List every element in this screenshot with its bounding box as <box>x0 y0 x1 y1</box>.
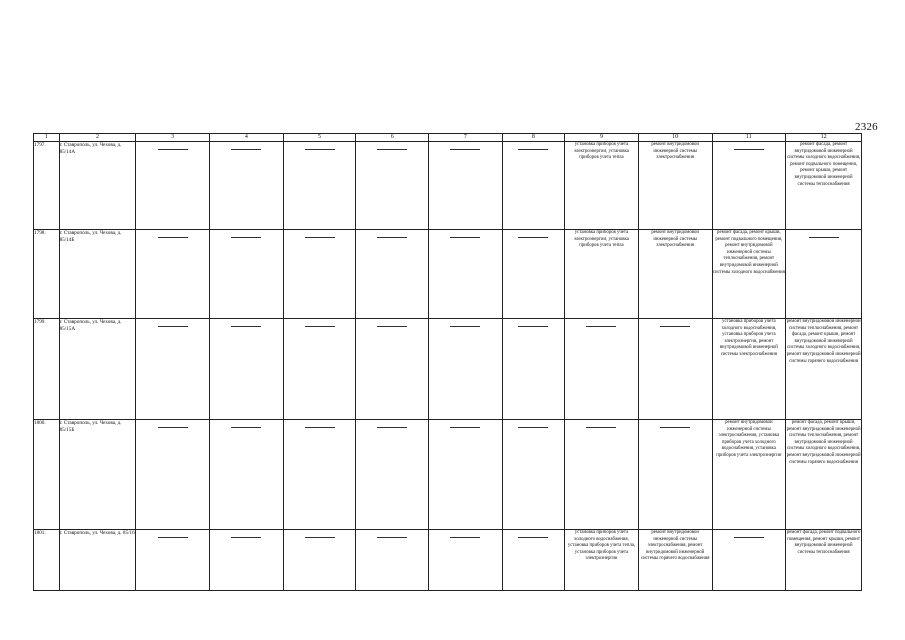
empty-cell <box>638 420 712 530</box>
empty-cell <box>638 319 712 420</box>
table-row <box>34 420 862 530</box>
column-header: 6 <box>356 134 429 142</box>
dash-mark <box>518 537 548 538</box>
dash-mark <box>809 237 839 238</box>
work-cell: ремонт фасада, ремонт внутридомовой инженерной системы холодного водоснабжения, ремонт подвального помещения, ремонт крыши, ремонт внутридомовой инженерной системы теплоснабжения <box>786 142 862 230</box>
empty-cell <box>283 319 356 420</box>
column-header: 3 <box>136 134 210 142</box>
dash-mark <box>734 149 764 150</box>
address-cell: г. Ставрополь, ул. Чехова, д. 85/16 <box>59 530 136 591</box>
dash-mark <box>377 326 407 327</box>
empty-cell <box>356 142 429 230</box>
dash-mark <box>158 427 188 428</box>
dash-mark <box>231 326 261 327</box>
column-header: 11 <box>712 134 786 142</box>
row-number: 1798. <box>34 230 60 319</box>
dash-mark <box>450 326 480 327</box>
empty-cell <box>210 420 284 530</box>
empty-cell <box>136 530 210 591</box>
empty-cell <box>712 530 786 591</box>
empty-cell <box>136 319 210 420</box>
dash-mark <box>158 537 188 538</box>
dash-mark <box>305 326 335 327</box>
work-cell: установка приборов учета электроэнергии, установка приборов учета тепла <box>565 142 639 230</box>
column-number-row <box>34 134 862 142</box>
address-cell: г. Ставрополь, ул. Чехова, д. 85/15А <box>59 319 136 420</box>
column-header: 9 <box>565 134 639 142</box>
column-header: 7 <box>429 134 503 142</box>
work-cell: ремонт внутридомовой инженерной системы электроснабжения <box>638 230 712 319</box>
row-number: 1801. <box>34 530 60 591</box>
empty-cell <box>136 230 210 319</box>
table-row <box>34 142 862 230</box>
dash-mark <box>377 427 407 428</box>
work-cell: ремонт фасада, ремонт крыши, ремонт подвального помещения, ремонт внутридомовой инженерной системы теплоснабжения, ремонт внутридомовой инженерной системы холодного водоснабжения <box>712 230 786 319</box>
dash-mark <box>518 326 548 327</box>
works-table <box>33 133 862 591</box>
empty-cell <box>565 420 639 530</box>
dash-mark <box>377 237 407 238</box>
dash-mark <box>450 427 480 428</box>
work-cell: ремонт внутридомовой инженерной системы электроснабжения <box>638 142 712 230</box>
table-row <box>34 530 862 591</box>
dash-mark <box>450 237 480 238</box>
empty-cell <box>502 420 564 530</box>
dash-mark <box>158 237 188 238</box>
dash-mark <box>377 149 407 150</box>
empty-cell <box>429 230 503 319</box>
empty-cell <box>712 142 786 230</box>
work-cell: установка приборов учета холодного водоснабжения, установка приборов учета тепла, установка приборов учета электроэнергии <box>565 530 639 591</box>
dash-mark <box>158 149 188 150</box>
address-cell: г. Ставрополь, ул. Чехова, д. 85/14А <box>59 142 136 230</box>
column-header: 5 <box>283 134 356 142</box>
empty-cell <box>786 230 862 319</box>
column-header: 4 <box>210 134 284 142</box>
empty-cell <box>429 319 503 420</box>
empty-cell <box>502 230 564 319</box>
work-cell: ремонт внутридомовой инженерной системы электроснабжения, установка приборов учета холодного водоснабжения, установка приборов учета электроэнергии <box>712 420 786 530</box>
empty-cell <box>429 142 503 230</box>
work-cell: ремонт фасада, ремонт крыши, ремонт внутридомовой инженерной системы теплоснабжения, ремонт внутридомовой инженерной системы холодного водоснабжения, ремонт внутридомовой инженерной системы горячего водоснабжения <box>786 420 862 530</box>
empty-cell <box>136 420 210 530</box>
work-cell: ремонт внутридомовой инженерной системы теплоснабжения, ремонт фасада, ремонт крыши, ремонт внутридомовой инженерной системы холодного водоснабжения, ремонт внутридомовой инженерной системы горячего водоснабжения <box>786 319 862 420</box>
empty-cell <box>210 142 284 230</box>
column-header: 8 <box>502 134 564 142</box>
empty-cell <box>502 142 564 230</box>
dash-mark <box>450 537 480 538</box>
dash-mark <box>660 326 690 327</box>
row-number: 1800. <box>34 420 60 530</box>
empty-cell <box>283 420 356 530</box>
empty-cell <box>356 319 429 420</box>
empty-cell <box>502 319 564 420</box>
dash-mark <box>158 326 188 327</box>
address-cell: г. Ставрополь, ул. Чехова, д. 85/14Б <box>59 230 136 319</box>
empty-cell <box>136 142 210 230</box>
dash-mark <box>586 326 616 327</box>
dash-mark <box>734 537 764 538</box>
work-cell: ремонт внутридомовой инженерной системы электроснабжения, ремонт внутридомовой инженерной системы горячего водоснабжения <box>638 530 712 591</box>
dash-mark <box>518 149 548 150</box>
empty-cell <box>502 530 564 591</box>
row-number: 1799. <box>34 319 60 420</box>
column-header: 12 <box>786 134 862 142</box>
empty-cell <box>356 420 429 530</box>
empty-cell <box>283 530 356 591</box>
dash-mark <box>305 427 335 428</box>
dash-mark <box>231 149 261 150</box>
dash-mark <box>305 537 335 538</box>
dash-mark <box>305 149 335 150</box>
empty-cell <box>210 230 284 319</box>
dash-mark <box>231 237 261 238</box>
work-cell: установка приборов учета электроэнергии, установка приборов учета тепла <box>565 230 639 319</box>
dash-mark <box>660 427 690 428</box>
address-cell: г. Ставрополь, ул. Чехова, д. 85/15Б <box>59 420 136 530</box>
empty-cell <box>283 142 356 230</box>
dash-mark <box>518 427 548 428</box>
empty-cell <box>429 530 503 591</box>
dash-mark <box>518 237 548 238</box>
page-number: 2326 <box>855 121 878 133</box>
column-header: 10 <box>638 134 712 142</box>
work-cell: ремонт фасада, ремонт подвального помещения, ремонт крыши, ремонт внутридомовой инженерной системы теплоснабжения <box>786 530 862 591</box>
work-cell: установка приборов учета холодного водоснабжения, установка приборов учета электроэнергии, ремонт внутридомовой инженерной системы электроснабжения <box>712 319 786 420</box>
table-row <box>34 319 862 420</box>
column-header: 2 <box>59 134 136 142</box>
dash-mark <box>450 149 480 150</box>
dash-mark <box>231 537 261 538</box>
dash-mark <box>231 427 261 428</box>
empty-cell <box>429 420 503 530</box>
empty-cell <box>210 530 284 591</box>
empty-cell <box>210 319 284 420</box>
dash-mark <box>586 427 616 428</box>
dash-mark <box>377 537 407 538</box>
row-number: 1797. <box>34 142 60 230</box>
table-row <box>34 230 862 319</box>
empty-cell <box>283 230 356 319</box>
dash-mark <box>305 237 335 238</box>
column-header: 1 <box>34 134 60 142</box>
empty-cell <box>356 230 429 319</box>
empty-cell <box>565 319 639 420</box>
empty-cell <box>356 530 429 591</box>
